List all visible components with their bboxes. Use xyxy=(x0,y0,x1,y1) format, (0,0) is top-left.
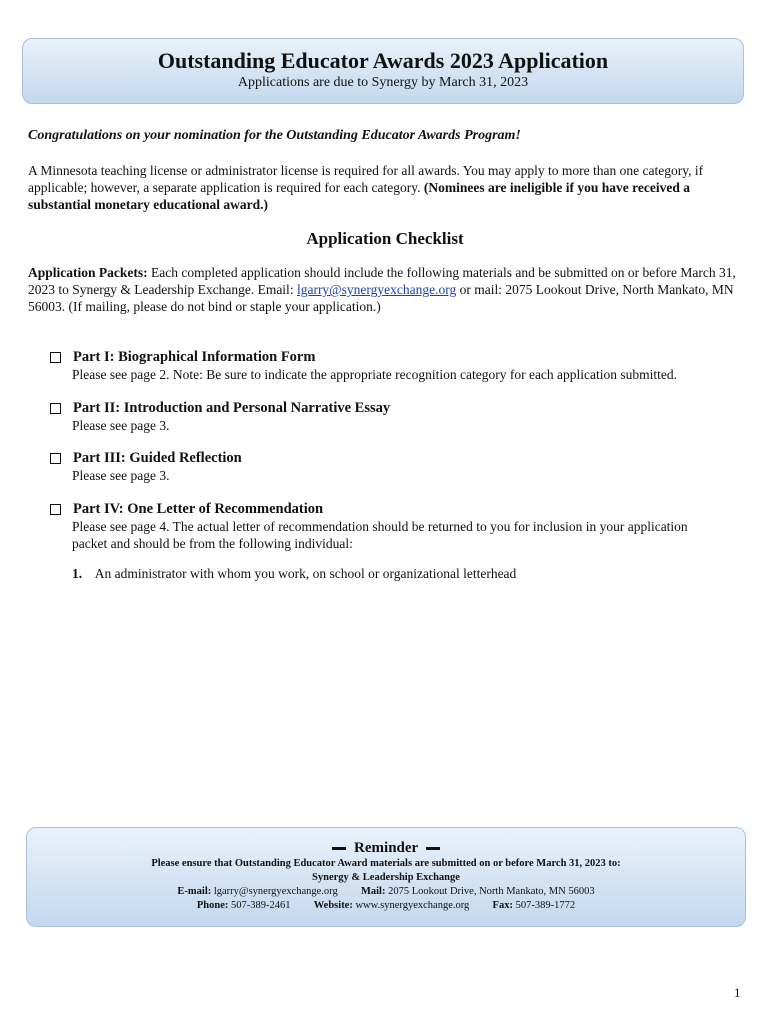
checkbox-icon[interactable] xyxy=(50,453,61,464)
intro-text: A Minnesota teaching license or administrator license is required for all awards. You may apply to more than one category, if applicable; however, a separate application is required for each category. xyxy=(28,163,704,195)
checklist-item-heading: Part II: Introduction and Personal Narrative Essay xyxy=(73,400,391,416)
checkbox-icon[interactable] xyxy=(50,504,61,515)
reminder-phone: 507-389-2461 xyxy=(231,900,291,911)
checklist-item-part-4 xyxy=(50,500,720,552)
fax-label: Fax: xyxy=(492,900,513,911)
packets-label: Application Packets: xyxy=(28,265,148,280)
checklist-item-note: Please see page 3. xyxy=(72,418,170,433)
sub-item-text: An administrator with whom you work, on school or organizational letterhead xyxy=(94,566,517,581)
checklist-item-part-3 xyxy=(50,449,720,484)
dash-icon xyxy=(426,847,440,850)
reminder-line-1: Please ensure that Outstanding Educator Award materials are submitted on or before March 31, 2023 to: xyxy=(151,858,621,869)
checkbox-icon[interactable] xyxy=(50,403,61,414)
reminder-contact-row-2 xyxy=(27,899,745,913)
congratulations-text: Congratulations on your nomination for the Outstanding Educator Awards Program! xyxy=(28,128,521,143)
checklist-item-heading: Part I: Biographical Information Form xyxy=(73,349,316,365)
reminder-mail: 2075 Lookout Drive, North Mankato, MN 56003 xyxy=(388,886,595,897)
checkbox-icon[interactable] xyxy=(50,352,61,363)
email-label: E-mail: xyxy=(177,886,212,897)
packets-text-before: Each completed application should include the following materials and be submitted on or before March 31, 2023 to Synergy & Leadership Exchange. Email: xyxy=(28,265,736,297)
page-title: Outstanding Educator Awards 2023 Application xyxy=(157,48,609,73)
page-number: 1 xyxy=(734,985,741,1000)
reminder-email[interactable]: lgarry@synergyexchange.org xyxy=(213,886,338,897)
checklist-title: Application Checklist xyxy=(306,229,464,248)
page-subtitle: Applications are due to Synergy by March 31, 2023 xyxy=(237,75,529,90)
packets-text-after: or mail: 2075 Lookout Drive, North Mankato, MN 56003. (If mailing, please do not bind or staple your application.) xyxy=(28,282,734,314)
checklist-item-note: Please see page 3. xyxy=(72,468,170,483)
mail-label: Mail: xyxy=(360,886,386,897)
checklist-item-part-1 xyxy=(50,348,720,383)
website-label: Website: xyxy=(313,900,353,911)
reminder-website[interactable]: www.synergyexchange.org xyxy=(355,900,470,911)
reminder-line-2: Synergy & Leadership Exchange xyxy=(312,872,460,883)
email-link[interactable]: lgarry@synergyexchange.org xyxy=(296,282,457,297)
checklist-item-part-2 xyxy=(50,399,720,434)
reminder-fax: 507-389-1772 xyxy=(515,900,576,911)
checklist-item-note: Please see page 4. The actual letter of recommendation should be returned to you for inclusion in your application packet and should be from the following individual: xyxy=(72,519,688,551)
packets-paragraph xyxy=(28,264,743,315)
checklist-item-heading: Part IV: One Letter of Recommendation xyxy=(73,501,324,517)
dash-icon xyxy=(332,847,346,850)
reminder-title: Reminder xyxy=(354,840,418,856)
checklist-item-heading: Part III: Guided Reflection xyxy=(73,450,242,466)
phone-label: Phone: xyxy=(196,900,229,911)
recommendation-sub-item xyxy=(72,566,516,582)
checklist-item-note: Please see page 2. Note: Be sure to indicate the appropriate recognition category for each application submitted. xyxy=(72,367,678,382)
reminder-title-row xyxy=(27,839,745,857)
reminder-banner xyxy=(26,827,746,927)
header-banner xyxy=(22,38,744,104)
reminder-contact-row-1 xyxy=(27,885,745,899)
sub-item-number: 1. xyxy=(72,566,83,581)
intro-paragraph xyxy=(28,162,738,213)
intro-bold-note: (Nominees are ineligible if you have received a substantial monetary educational award.) xyxy=(28,180,690,212)
